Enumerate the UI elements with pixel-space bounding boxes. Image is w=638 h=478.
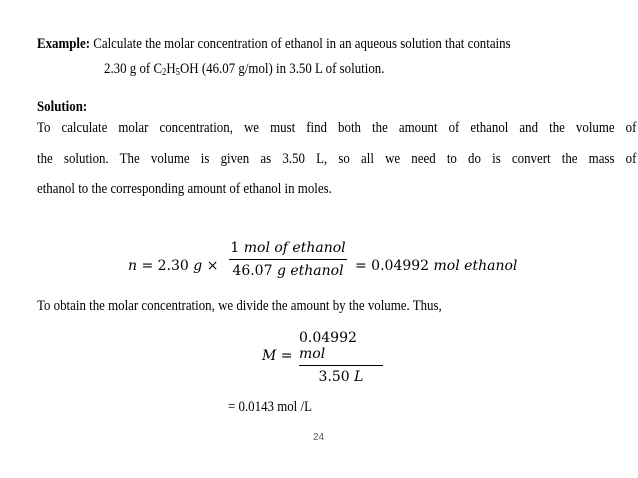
molarity-numerator: 0.04992 mol [299, 330, 357, 362]
times-sign: × [202, 258, 219, 274]
conversion-fraction [229, 240, 347, 279]
moles-unit: mol ethanol [433, 258, 518, 274]
molarity-result: = 0.0143 mol /L [228, 399, 312, 415]
equation-1-rhs [355, 258, 517, 274]
molarity-fraction-bar [299, 365, 383, 366]
fraction-numerator: 1 mol of ethanol [230, 240, 346, 256]
molar-concentration-intro: To obtain the molar concentration, we divide the amount by the volume. Thus, [37, 298, 442, 314]
moles-value: = 0.04992 [355, 258, 434, 274]
solution-paragraph-line-2: the solution. The volume is given as 3.50 L, so all we need to do is convert the mass of [37, 151, 637, 167]
mass-value: = 2.30 [137, 258, 194, 274]
equals-sign: = [276, 348, 293, 364]
example-line-1 [37, 36, 511, 53]
example-label: Example: [37, 36, 91, 52]
solution-paragraph-line-3: ethanol to the corresponding amount of ethanol in moles. [37, 181, 332, 197]
example-line-2 [104, 61, 384, 78]
variable-n: n [128, 258, 138, 274]
mass-unit: g [193, 258, 203, 274]
page-number: 24 [313, 432, 325, 443]
formula-subscript-5: 5 [175, 67, 180, 78]
formula-h: H [166, 61, 176, 77]
molarity-fraction [299, 330, 383, 385]
molarity-denominator: 3.50 L [318, 369, 364, 385]
solution-paragraph-line-1: To calculate molar concentration, we must find both the amount of ethanol and the volume of [37, 120, 637, 136]
equation-1-lhs [128, 258, 218, 274]
formula-subscript-2: 2 [162, 67, 167, 78]
fraction-denominator: 46.07 g ethanol [232, 263, 344, 279]
example-mass-text: 2.30 g of C [104, 61, 163, 77]
solution-heading: Solution: [37, 99, 88, 115]
example-rest-text: OH (46.07 g/mol) in 3.50 L of solution. [179, 61, 385, 77]
fraction-bar [229, 259, 347, 260]
example-question-text: Calculate the molar concentration of ethanol in an aqueous solution that contains [93, 36, 511, 52]
equation-2-lhs [262, 348, 293, 364]
variable-m: M [262, 348, 277, 364]
